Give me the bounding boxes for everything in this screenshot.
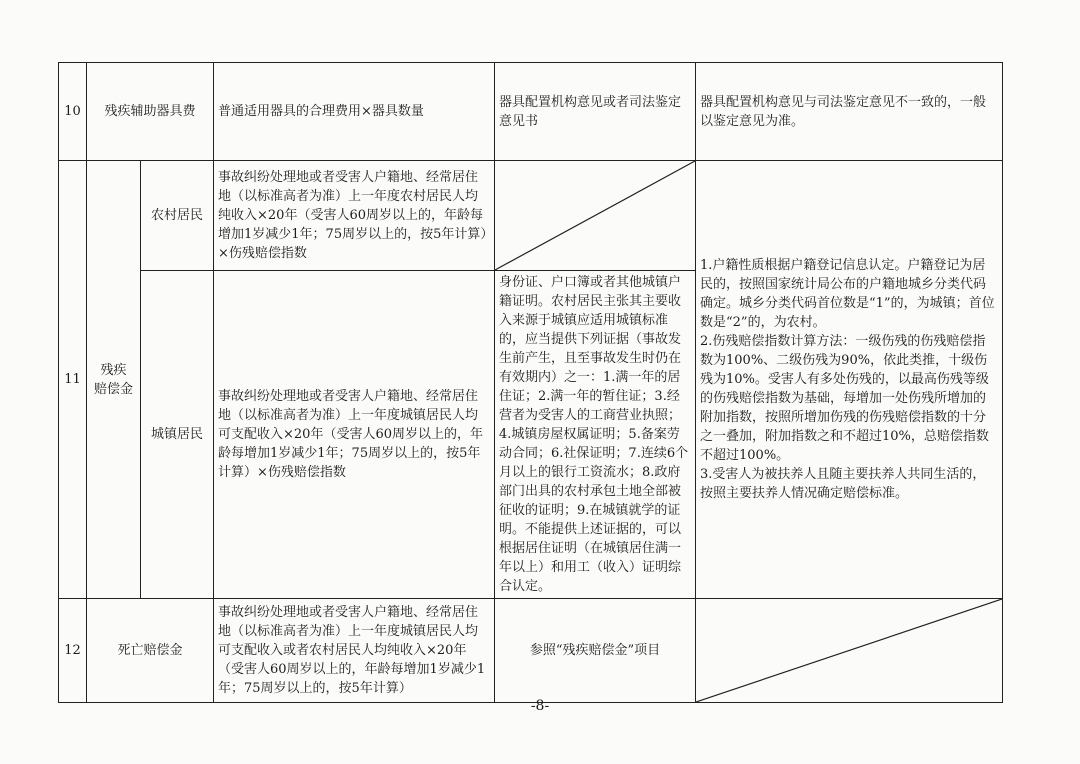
rural-calculation-standard: 事故纠纷处理地或者受害人户籍地、经常居住地（以标准高者为准）上一年度农村居民人均纯收入×20年（受害人60周岁以上的，年龄每增加1岁减少1年；75周岁以上的，按5年计算）×伤残赔偿指数 <box>214 161 495 271</box>
calculation-standard: 普通适用器具的合理费用×器具数量 <box>214 63 495 161</box>
table-row-10 <box>59 63 1003 161</box>
row-number: 12 <box>59 599 87 703</box>
row-number: 11 <box>59 161 87 599</box>
item-name: 残疾 赔偿金 <box>87 161 141 599</box>
evidence-requirement: 参照“残疾赔偿金”项目 <box>495 599 696 703</box>
table-row-12 <box>59 599 1003 703</box>
urban-resident-label: 城镇居民 <box>141 271 214 599</box>
empty-cell-diagonal <box>495 161 696 271</box>
rural-resident-label: 农村居民 <box>141 161 214 271</box>
empty-cell-diagonal <box>696 599 1003 703</box>
note-text: 器具配置机构意见与司法鉴定意见不一致的，一般以鉴定意见为准。 <box>696 63 1003 161</box>
table-row-11-rural <box>59 161 1003 271</box>
urban-calculation-standard: 事故纠纷处理地或者受害人户籍地、经常居住地（以标准高者为准）上一年度城镇居民人均可支配收入×20年（受害人60周岁以上的，年龄每增加1岁减少1年；75周岁以上的，按5年计算）×伤残赔偿指数 <box>214 271 495 599</box>
urban-evidence-requirement: 身份证、户口簿或者其他城镇户籍证明。农村居民主张其主要收入来源于城镇应适用城镇标准的，应当提供下列证据（事故发生前产生，且至事故发生时仍在有效期内）之一：1.满一年的居住证；2.满一年的暂住证；3.经营者为受害人的工商营业执照；4.城镇房屋权属证明；5.备案劳动合同；6.社保证明；7.连续6个月以上的银行工资流水；8.政府部门出具的农村承包土地全部被征收的证明；9.在城镇就学的证明。不能提供上述证据的，可以根据居住证明（在城镇居住满一年以上）和用工（收入）证明综合认定。 <box>495 271 696 599</box>
note-text: 1.户籍性质根据户籍登记信息认定。户籍登记为居民的，按照国家统计局公布的户籍地城乡分类代码确定。城乡分类代码首位数是“1”的，为城镇；首位数是“2”的，为农村。 2.伤残赔偿指数计算方法：一级伤残的伤残赔偿指数为100%、二级伤残为90%，依此类推，十级伤残为10%。受害人有多处伤残的，以最高伤残等级的伤残赔偿指数为基础，每增加一处伤残所增加的附加指数，按照所增加伤残的伤残赔偿指数的十分之一叠加，附加指数之和不超过10%，总赔偿指数不超过100%。 3.受害人为被扶养人且随主要扶养人共同生活的，按照主要扶养人情况确定赔偿标准。 <box>696 161 1003 599</box>
item-name: 残疾辅助器具费 <box>87 63 214 161</box>
page-number: -8- <box>530 698 550 714</box>
calculation-standard: 事故纠纷处理地或者受害人户籍地、经常居住地（以标准高者为准）上一年度城镇居民人均可支配收入或者农村居民人均纯收入×20年（受害人60周岁以上的，年龄每增加1岁减少1年；75周岁以上的，按5年计算） <box>214 599 495 703</box>
evidence-requirement: 器具配置机构意见或者司法鉴定意见书 <box>495 63 696 161</box>
item-name: 死亡赔偿金 <box>87 599 214 703</box>
compensation-table <box>58 62 1003 703</box>
row-number: 10 <box>59 63 87 161</box>
